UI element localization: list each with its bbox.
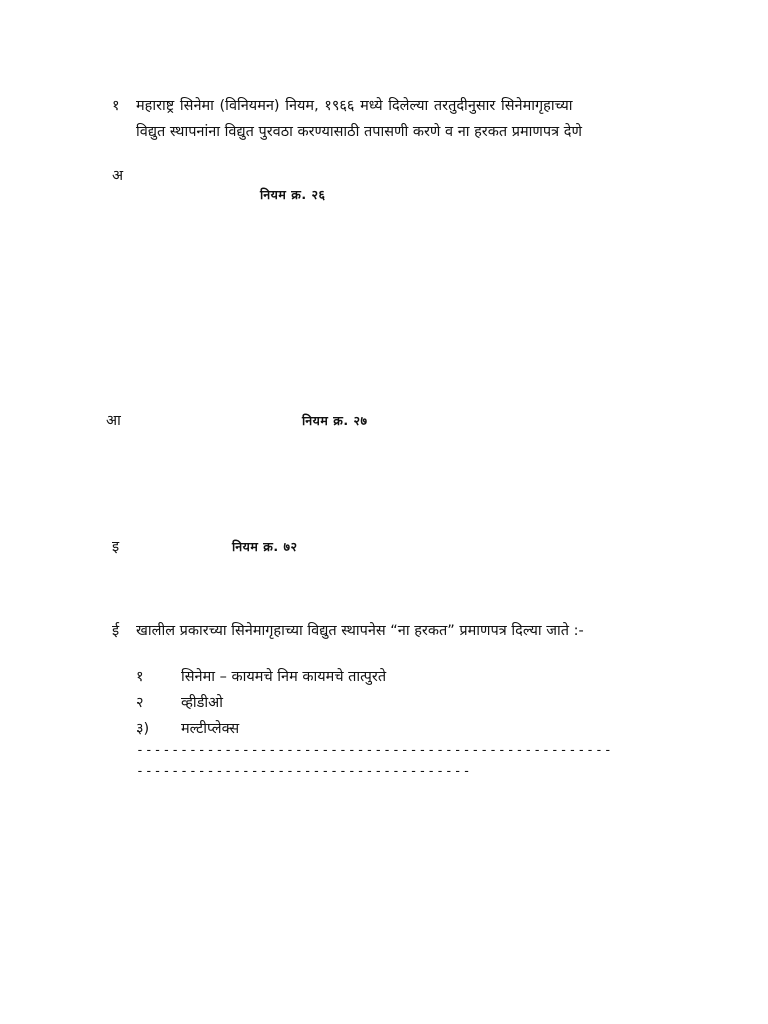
rule-heading-72: नियम क्र. ७२ (232, 539, 298, 554)
section-text-line1: महाराष्ट्र सिनेमा (विनियमन) नियम, १९६६ मध्ये दिलेल्या तरतुदीनुसार सिनेमागृहाच्या (136, 98, 573, 114)
section-text-line2: विद्युत स्थापनांना विद्युत पुरवठा करण्यासाठी तपासणी करणे व ना हरकत प्रमाणपत्र देणे (136, 124, 582, 140)
subpoint-marker-aa: आ (106, 413, 121, 429)
subpoint-marker-ii: ई (112, 623, 120, 639)
subpoint-marker-i: इ (112, 539, 120, 555)
list-item-number: २ (136, 695, 144, 711)
list-item-label: व्हीडीओ (181, 695, 223, 711)
rule-heading-27: नियम क्र. २७ (302, 413, 368, 428)
list-item-number: ३) (136, 721, 150, 737)
list-item-label: मल्टीप्लेक्स (181, 721, 240, 737)
dash-separator-line2: -------------------------------------- (136, 764, 472, 779)
dash-separator-line1: ------------------------------------------------------ (136, 743, 613, 758)
section-number: १ (112, 98, 120, 114)
subpoint-marker-a: अ (112, 168, 124, 184)
rule-heading-26: नियम क्र. २६ (260, 187, 326, 202)
subpoint-ii-text: खालील प्रकारच्या सिनेमागृहाच्या विद्युत स्थापनेस “ना हरकत” प्रमाणपत्र दिल्या जाते :- (136, 623, 584, 639)
list-item-number: १ (136, 669, 144, 685)
list-item-label: सिनेमा – कायमचे निम कायमचे तात्पुरते (181, 669, 387, 685)
